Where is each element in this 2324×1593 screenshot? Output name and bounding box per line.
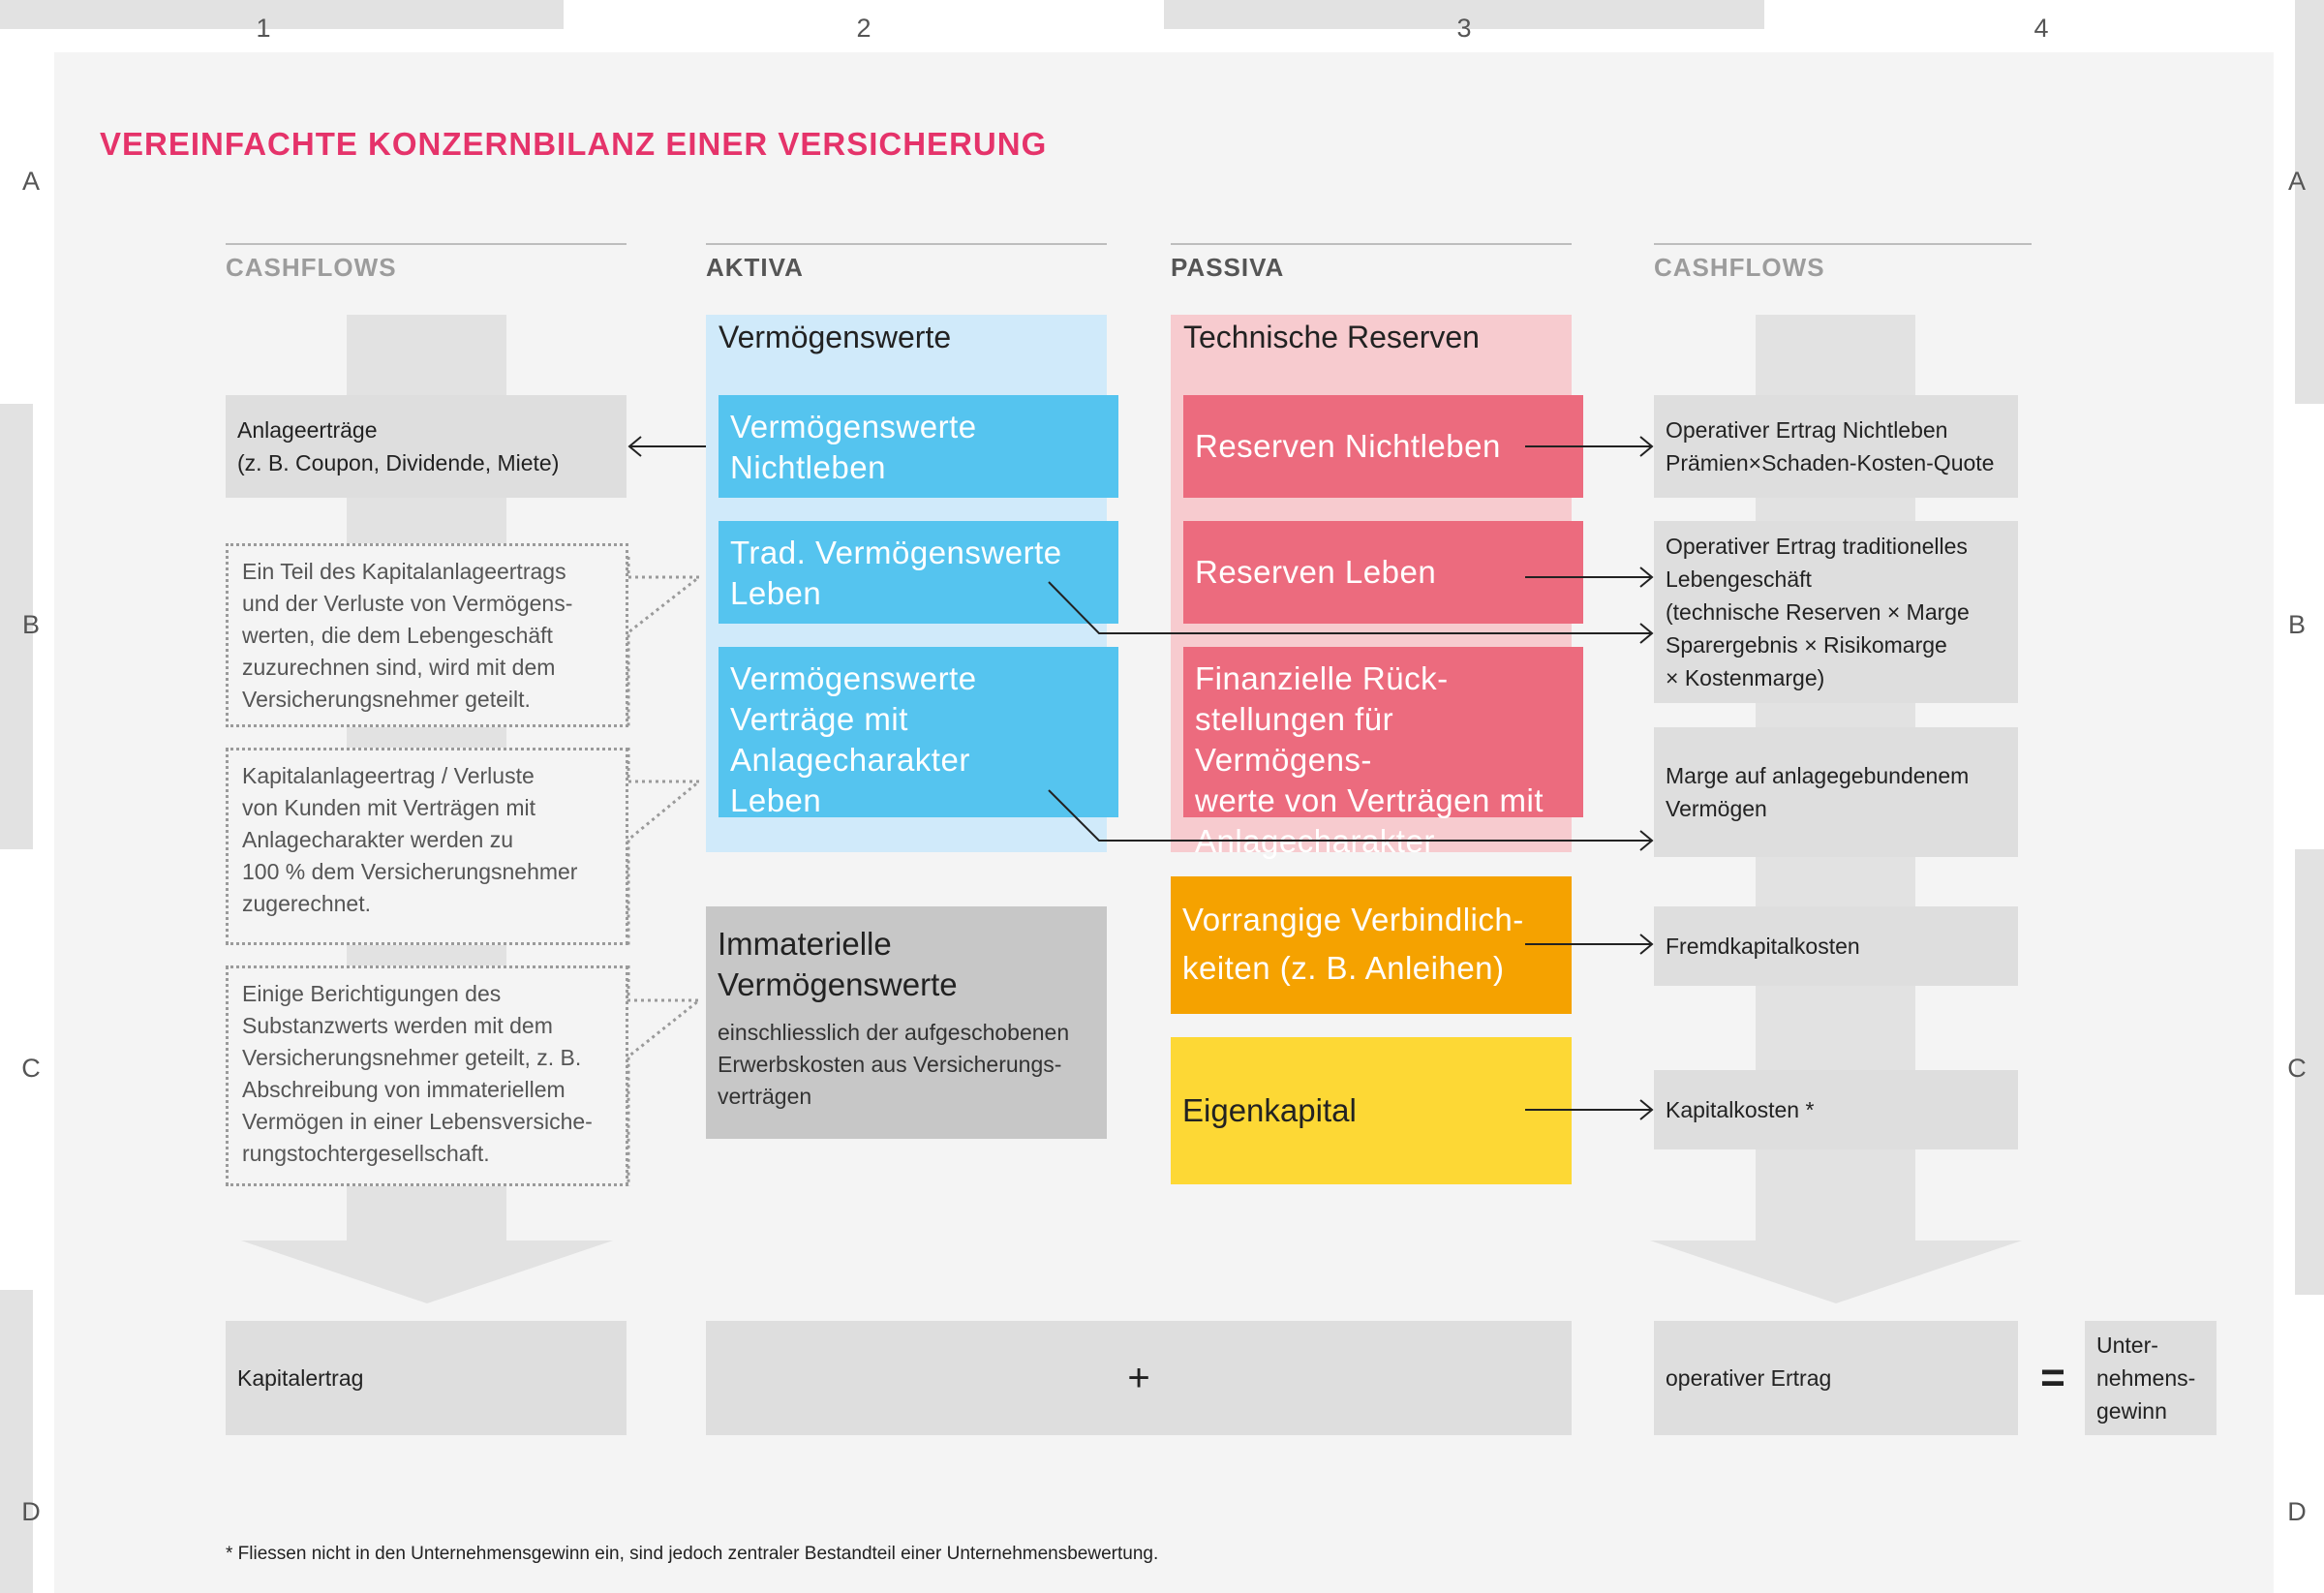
operativer-ertrag-box: [1654, 1321, 2018, 1435]
footnote: * Fliessen nicht in den Unternehmensgewinn ein, sind jedoch zentraler Bestandteil einer Unternehmensbewertung.: [226, 1544, 1159, 1564]
operativer-ertrag-text: operativer Ertrag: [1666, 1365, 1832, 1391]
marge-anlagegebunden-text: Marge auf anlagegebundenem Vermögen: [1666, 763, 1970, 821]
note-lebengeschaeft: Ein Teil des Kapitalanlageertrags und der Verluste von Vermögens- werten, die dem Lebengeschäft zuzurechnen sind, wird mit dem Versicherungsnehmer geteilt.: [226, 543, 628, 727]
ruler-row-c-right: C: [2287, 1054, 2307, 1083]
arrow-verbindlichkeiten: [1525, 934, 1652, 954]
vermoegenswerte-anlagecharakter: Vermögenswerte Verträge mit Anlagecharakter Leben: [719, 647, 1118, 817]
note2-pointer: [628, 748, 699, 945]
header-cashflows-left: CASHFLOWS: [226, 243, 627, 283]
page-title: VEREINFACHTE KONZERNBILANZ EINER VERSICHERUNG: [100, 126, 1048, 162]
kapitalkosten-text: Kapitalkosten *: [1666, 1097, 1815, 1122]
ruler-row-b-right: B: [2287, 610, 2306, 639]
note3-pointer: [628, 965, 699, 1186]
ruler-col-1: 1: [256, 14, 271, 43]
immaterielle-subtitle: einschliesslich der aufgeschobenen Erwerbskosten aus Versicherungs- verträgen: [718, 1020, 1070, 1109]
vermoegenswerte-group-title: Vermögenswerte: [719, 320, 952, 354]
immaterielle-title: Immaterielle Vermögenswerte: [718, 926, 958, 1002]
fremdkapitalkosten-text: Fremdkapitalkosten: [1666, 934, 1860, 959]
arrow-to-anlageertraege: [629, 437, 706, 456]
ruler-col-4: 4: [2034, 14, 2049, 43]
ruler-row-c-left: C: [21, 1054, 41, 1083]
plus-sign: +: [1127, 1357, 1150, 1399]
operativer-ertrag-leben-text: Operativer Ertrag traditionelles Lebengeschäft (technische Reserven × Marge Sparergebnis × Risikomarge × Kostenmarge): [1666, 534, 1970, 690]
unternehmensgewinn-box: [2085, 1321, 2217, 1435]
ruler-col-3: 3: [1456, 14, 1472, 43]
finanzielle-rueckstellungen: Finanzielle Rück- stellungen für Vermögens- werte von Verträgen mit Anlagecharakter: [1183, 647, 1583, 817]
kapitalertrag-box: [226, 1321, 627, 1435]
arrow-reserven-nichtleben: [1525, 437, 1652, 456]
trad-vermoegenswerte-leben: Trad. Vermögenswerte Leben: [719, 521, 1118, 624]
arrow-trad-leben: [1049, 582, 1652, 643]
note1-pointer: [628, 557, 699, 727]
eigenkapital-label: Eigenkapital: [1182, 1092, 1357, 1128]
kapitalertrag-text: Kapitalertrag: [237, 1365, 364, 1391]
ruler-row-a-right: A: [2287, 167, 2306, 196]
header-aktiva: AKTIVA: [706, 243, 1107, 283]
arrow-eigenkapital: [1525, 1100, 1652, 1119]
header-cashflows-right: CASHFLOWS: [1654, 243, 2032, 283]
ruler-col-2: 2: [856, 14, 872, 43]
unternehmensgewinn-text: Unter- nehmens- gewinn: [2096, 1333, 2196, 1424]
ruler-row-d-right: D: [2287, 1497, 2307, 1526]
ruler-row-b-left: B: [21, 610, 40, 639]
vermoegenswerte-nichtleben: Vermögenswerte Nichtleben: [719, 395, 1118, 498]
reserven-leben-label: Reserven Leben: [1195, 554, 1437, 590]
ruler-row-a-left: A: [21, 167, 40, 196]
plus-box: [706, 1321, 1572, 1435]
note-anlagecharakter: Kapitalanlageertrag / Verluste von Kunden mit Verträgen mit Anlagecharakter werden zu 100 % dem Versicherungsnehmer zugerechnet.: [226, 748, 628, 945]
reserven-nichtleben-label: Reserven Nichtleben: [1195, 428, 1501, 464]
vorrangige-verbindlichkeiten: Vorrangige Verbindlich- keiten (z. B. Anleihen): [1171, 876, 1572, 1014]
technische-reserven-title: Technische Reserven: [1183, 320, 1480, 354]
arrow-reserven-leben: [1525, 567, 1652, 587]
arrow-anlagecharakter: [1049, 790, 1652, 850]
header-passiva: PASSIVA: [1171, 243, 1572, 283]
anlageertraege-text: Anlageerträge (z. B. Coupon, Dividende, Miete): [237, 417, 560, 475]
equals-sign: =: [2040, 1354, 2065, 1401]
ruler-row-d-left: D: [21, 1497, 41, 1526]
operativer-ertrag-nichtleben-text: Operativer Ertrag Nichtleben Prämien×Schaden-Kosten-Quote: [1666, 417, 1995, 475]
note-substanzwert: Einige Berichtigungen des Substanzwerts werden mit dem Versicherungsnehmer geteilt, z. B. Abschreibung von immateriellem Vermögen in einer Lebensversiche- rungstochtergesellschaft.: [226, 965, 628, 1186]
